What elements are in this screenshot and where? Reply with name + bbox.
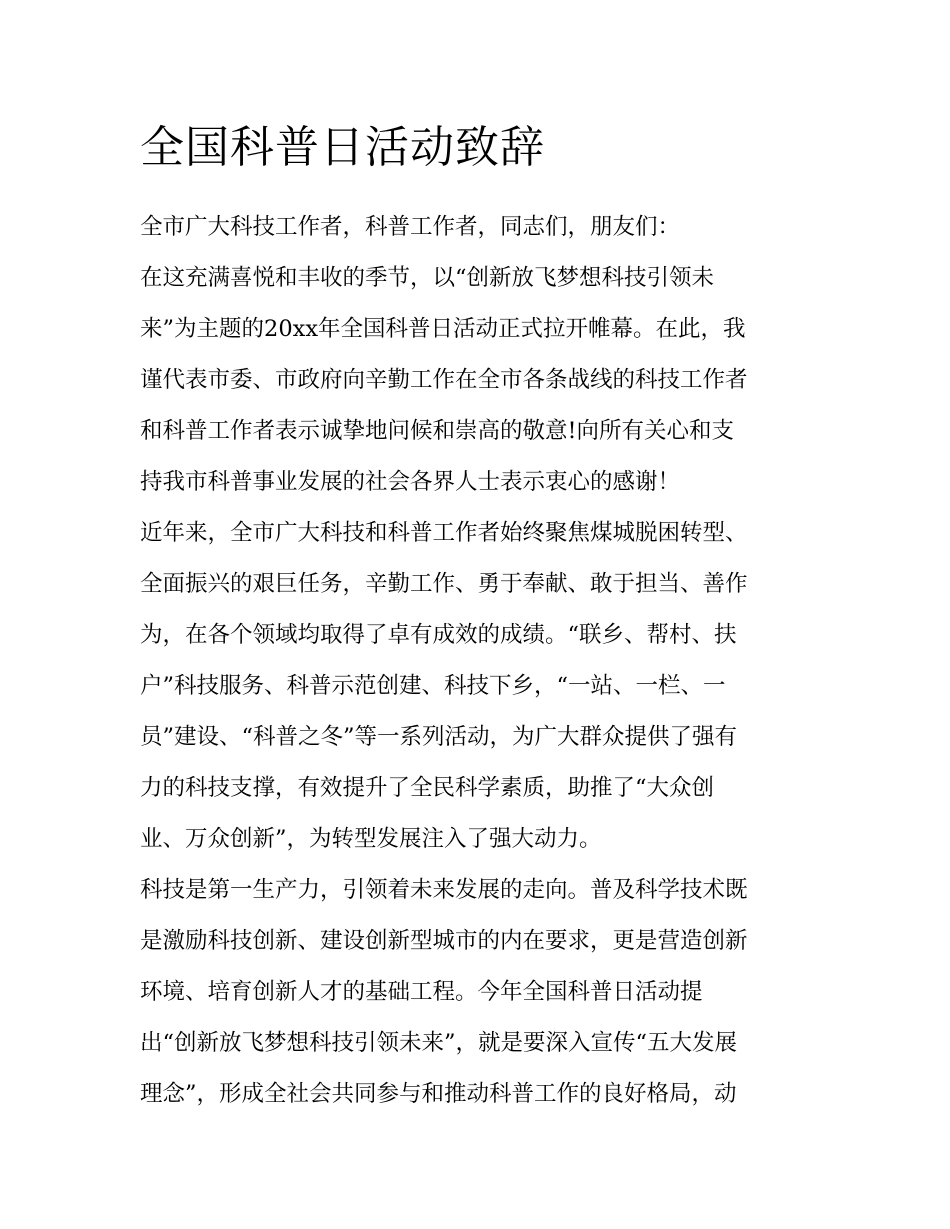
text-line: 近年来，全市广大科技和科普工作者始终聚焦煤城脱困转型、 [140, 520, 748, 546]
text-line: 全市广大科技工作者，科普工作者，同志们，朋友们： [140, 214, 681, 240]
text-line: 力的科技支撑，有效提升了全民科学素质，助推了“大众创 [140, 775, 715, 801]
text-line: 是激励科技创新、建设创新型城市的内在要求，更是营造创新 [140, 928, 748, 954]
text-line: 理念”，形成全社会共同参与和推动科普工作的良好格局，动 [140, 1081, 737, 1107]
text-line: 来”为主题的20xx年全国科普日活动正式拉开帷幕。在此，我 [140, 316, 746, 342]
text-line: 谨代表市委、市政府向辛勤工作在全市各条战线的科技工作者 [140, 367, 748, 393]
text-line: 环境、培育创新人才的基础工程。今年全国科普日活动提 [140, 979, 703, 1005]
text-line: 户”科技服务、科普示范创建、科技下乡，“一站、一栏、一 [140, 673, 726, 699]
text-line: 为，在各个领域均取得了卓有成效的成绩。“联乡、帮村、扶 [140, 622, 737, 648]
text-line: 业、万众创新”，为转型发展注入了强大动力。 [140, 826, 602, 852]
document-title: 全国科普日活动致辞 [140, 122, 545, 173]
text-line: 全面振兴的艰巨任务，辛勤工作、勇于奉献、敢于担当、善作 [140, 571, 748, 597]
text-line: 和科普工作者表示诚挚地问候和崇高的敬意!向所有关心和支 [140, 418, 735, 444]
text-line: 科技是第一生产力，引领着未来发展的走向。普及科学技术既 [140, 877, 748, 903]
text-line: 在这充满喜悦和丰收的季节，以“创新放飞梦想科技引领未 [140, 265, 715, 291]
text-line: 出“创新放飞梦想科技引领未来”，就是要深入宣传“五大发展 [140, 1030, 738, 1056]
document-body [140, 202, 830, 1120]
text-line: 持我市科普事业发展的社会各界人士表示衷心的感谢！ [140, 469, 681, 495]
text-line: 员”建设、“科普之冬”等一系列活动，为广大群众提供了强有 [140, 724, 738, 750]
